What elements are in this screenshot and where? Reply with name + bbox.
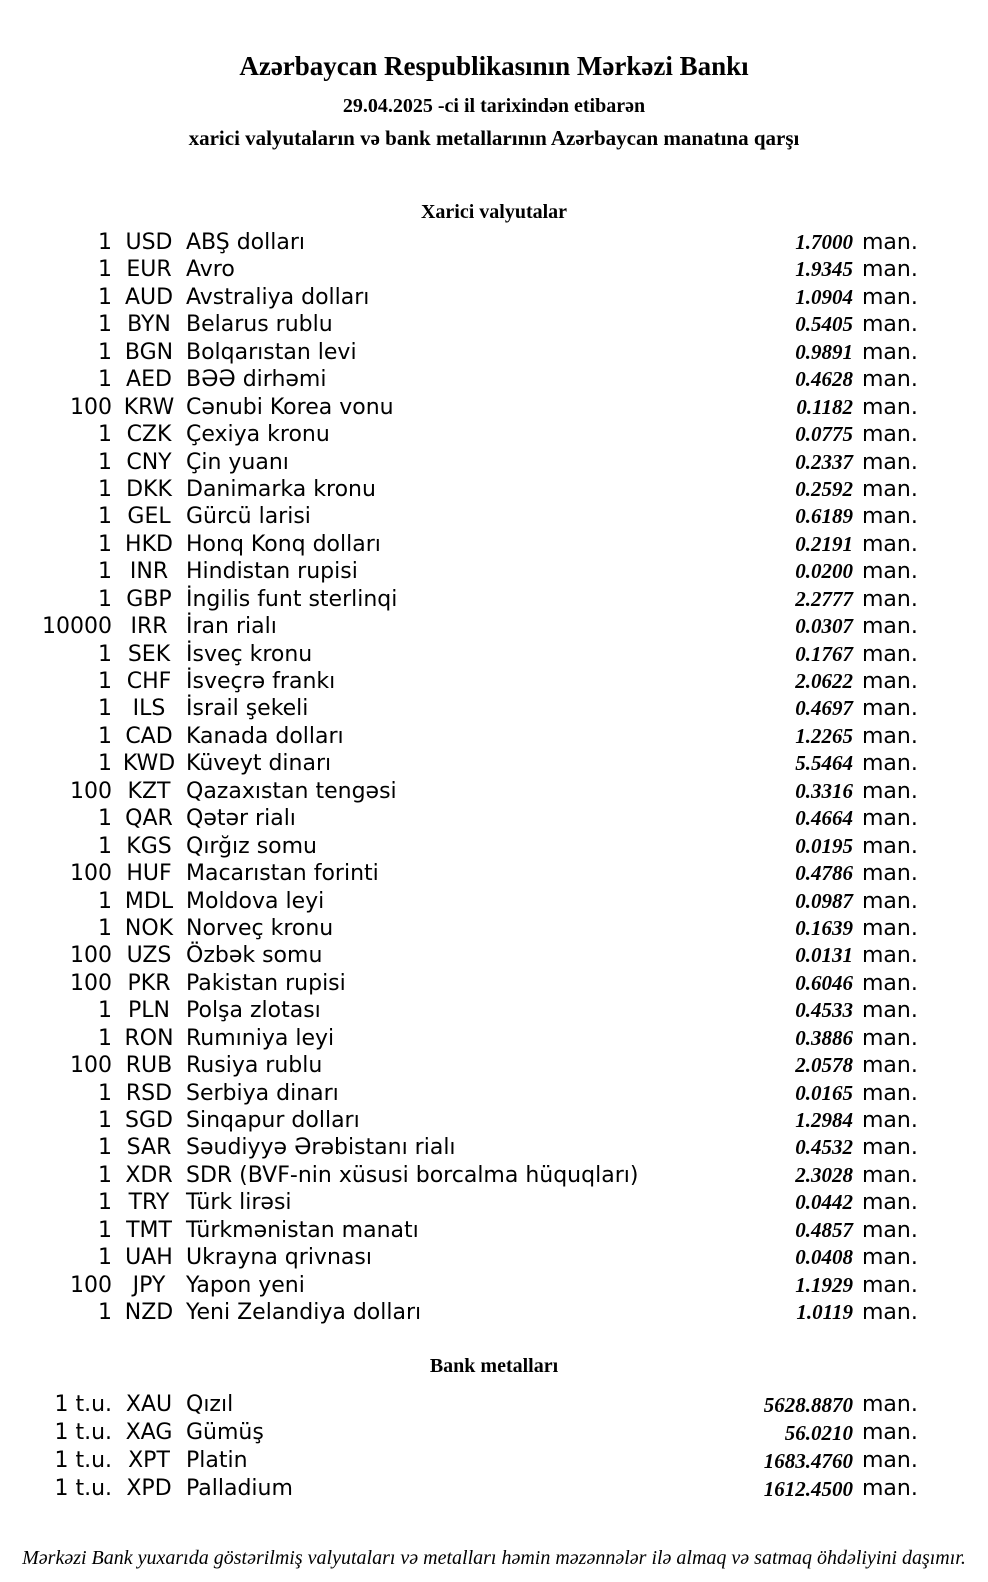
unit-label: man. bbox=[862, 751, 918, 777]
unit-label: man. bbox=[862, 367, 918, 393]
quantity-cell: 1 bbox=[98, 806, 112, 832]
footer-note: Mərkəzi Bank yuxarıda göstərilmiş valyutaları və metalları həmin məzənnələr ilə almaq və satmaq öhdəliyini daşımır. bbox=[22, 1546, 966, 1569]
quantity-cell: 1 bbox=[98, 669, 112, 694]
rate-value-cell: 1612.4500 bbox=[763, 1476, 853, 1501]
rate-row bbox=[0, 311, 920, 338]
rate-row bbox=[0, 1107, 920, 1134]
quantity-cell: 1 bbox=[98, 559, 112, 585]
currency-code-cell: PKR bbox=[127, 970, 171, 996]
unit-label: man. bbox=[862, 614, 918, 640]
quantity-cell: 1 bbox=[98, 1190, 112, 1216]
rate-value-cell: 0.1182 bbox=[796, 394, 853, 419]
rate-row bbox=[0, 1299, 920, 1326]
currency-code-cell: GBP bbox=[126, 586, 172, 612]
currency-name-cell: Belarus rublu bbox=[186, 312, 333, 338]
quantity-cell: 1 bbox=[98, 915, 112, 941]
rate-value-cell: 5.5464 bbox=[795, 751, 853, 776]
rate-row bbox=[0, 1475, 920, 1503]
metal-name-cell: Palladium bbox=[186, 1475, 293, 1501]
rate-value-cell: 0.2337 bbox=[795, 449, 853, 474]
currency-code-cell: XDR bbox=[125, 1162, 173, 1188]
unit-label: man. bbox=[862, 641, 918, 667]
currency-name-cell: Çin yuanı bbox=[186, 449, 289, 475]
currency-code-cell: NOK bbox=[124, 915, 174, 941]
currency-name-cell: Cənubi Korea vonu bbox=[186, 394, 394, 420]
currency-name-cell: Gürcü larisi bbox=[186, 504, 311, 530]
rate-row bbox=[0, 1080, 920, 1107]
currency-name-cell: Səudiyyə Ərəbistanı rialı bbox=[186, 1135, 456, 1161]
quantity-cell: 100 bbox=[70, 943, 112, 969]
unit-label: man. bbox=[862, 970, 918, 996]
rate-row bbox=[0, 805, 920, 832]
unit-label: man. bbox=[862, 559, 918, 585]
currency-code-cell: MDL bbox=[124, 888, 174, 914]
quantity-cell: 1 bbox=[98, 1135, 112, 1161]
quantity-cell: 1 bbox=[98, 586, 112, 612]
rate-value-cell: 0.3886 bbox=[795, 1025, 853, 1050]
quantity-cell: 1 bbox=[98, 531, 112, 557]
rate-value-cell: 0.0775 bbox=[795, 422, 853, 447]
rate-value-cell: 2.0578 bbox=[795, 1053, 853, 1078]
rate-row bbox=[0, 476, 920, 503]
currency-name-cell: Yeni Zelandiya dolları bbox=[186, 1300, 422, 1326]
unit-label: man. bbox=[862, 1080, 918, 1106]
rate-row bbox=[0, 1217, 920, 1244]
currency-code-cell: EUR bbox=[126, 257, 172, 283]
unit-label: man. bbox=[862, 394, 918, 420]
currency-name-cell: BƏƏ dirhəmi bbox=[186, 367, 327, 393]
unit-label: man. bbox=[862, 1025, 918, 1051]
currency-name-cell: Rusiya rublu bbox=[186, 1053, 323, 1079]
rate-value-cell: 0.6046 bbox=[795, 970, 853, 995]
currency-name-cell: Qırğız somu bbox=[186, 833, 318, 859]
rate-value-cell: 0.2592 bbox=[795, 476, 853, 501]
currency-name-cell: Moldova leyi bbox=[186, 888, 325, 914]
currency-name-cell: ABŞ dolları bbox=[186, 230, 306, 255]
quantity-cell: 10000 bbox=[42, 614, 112, 640]
unit-label: man. bbox=[862, 1300, 918, 1326]
currency-name-cell: Küveyt dinarı bbox=[186, 751, 332, 777]
rate-value-cell: 0.4533 bbox=[795, 998, 853, 1023]
rate-row bbox=[0, 695, 920, 722]
quantity-cell: 100 bbox=[70, 1272, 112, 1298]
currency-code-cell: HKD bbox=[125, 531, 173, 557]
quantity-cell: 1 t.u. bbox=[54, 1419, 112, 1445]
quantity-cell: 1 t.u. bbox=[54, 1475, 112, 1501]
rate-row bbox=[0, 449, 920, 476]
rate-value-cell: 0.0442 bbox=[795, 1190, 853, 1215]
rate-row bbox=[0, 888, 920, 915]
currency-name-cell: Sinqapur dolları bbox=[186, 1108, 360, 1133]
unit-label: man. bbox=[862, 1053, 918, 1079]
currency-code-cell: QAR bbox=[125, 806, 173, 832]
unit-label: man. bbox=[862, 1475, 918, 1501]
currency-code-cell: SEK bbox=[127, 641, 171, 667]
rate-value-cell: 0.2191 bbox=[795, 531, 853, 556]
unit-label: man. bbox=[862, 422, 918, 448]
currency-name-cell: Danimarka kronu bbox=[186, 476, 376, 502]
rate-row bbox=[0, 750, 920, 777]
rate-row bbox=[0, 531, 920, 558]
quantity-cell: 1 bbox=[98, 723, 112, 749]
quantity-cell: 1 bbox=[98, 1162, 112, 1188]
currency-name-cell: Qazaxıstan tengəsi bbox=[186, 778, 397, 804]
rate-row bbox=[0, 339, 920, 366]
currency-code-cell: HUF bbox=[126, 861, 172, 887]
unit-label: man. bbox=[862, 943, 918, 969]
rate-row bbox=[0, 1272, 920, 1299]
currency-code-cell: IRR bbox=[130, 614, 168, 640]
currency-code-cell: PLN bbox=[128, 998, 170, 1024]
currency-name-cell: Türk lirəsi bbox=[186, 1190, 292, 1216]
currency-code-cell: DKK bbox=[126, 476, 172, 502]
currency-code-cell: KWD bbox=[122, 751, 176, 777]
rate-row bbox=[0, 284, 920, 311]
quantity-cell: 1 bbox=[98, 367, 112, 393]
unit-label: man. bbox=[862, 861, 918, 887]
unit-label: man. bbox=[862, 806, 918, 832]
rate-row bbox=[0, 1244, 920, 1271]
currency-name-cell: Qətər rialı bbox=[186, 806, 296, 832]
currency-code-cell: JPY bbox=[132, 1272, 166, 1298]
rate-row bbox=[0, 256, 920, 283]
currency-code-cell: KZT bbox=[127, 778, 171, 804]
quantity-cell: 1 bbox=[98, 284, 112, 310]
quantity-cell: 100 bbox=[70, 1053, 112, 1079]
rate-value-cell: 0.1767 bbox=[795, 641, 853, 666]
metal-name-cell: Platin bbox=[186, 1447, 248, 1473]
currency-code-cell: GEL bbox=[127, 504, 171, 530]
unit-label: man. bbox=[862, 257, 918, 283]
quantity-cell: 1 bbox=[98, 422, 112, 448]
currency-name-cell: Türkmənistan manatı bbox=[186, 1217, 419, 1243]
currency-name-cell: İsveçrə frankı bbox=[186, 669, 336, 694]
rate-row bbox=[0, 1025, 920, 1052]
quantity-cell: 1 bbox=[98, 1217, 112, 1243]
rate-row bbox=[0, 503, 920, 530]
currency-name-cell: Ukrayna qrivnası bbox=[186, 1245, 372, 1271]
currency-name-cell: Serbiya dinarı bbox=[186, 1080, 339, 1106]
page-title: Azərbaycan Respublikasının Mərkəzi Bankı bbox=[239, 51, 749, 81]
rate-value-cell: 0.4697 bbox=[795, 696, 853, 721]
rate-row bbox=[0, 1447, 920, 1475]
quantity-cell: 1 bbox=[98, 1300, 112, 1326]
currency-name-cell: İsveç kronu bbox=[186, 641, 313, 667]
currency-code-cell: SGD bbox=[125, 1108, 173, 1133]
unit-label: man. bbox=[862, 230, 918, 255]
currency-code-cell: TMT bbox=[126, 1217, 172, 1243]
rate-value-cell: 0.4786 bbox=[795, 861, 853, 886]
currency-code-cell: BYN bbox=[127, 312, 171, 338]
rate-value-cell: 0.0987 bbox=[795, 888, 853, 913]
rate-row bbox=[0, 421, 920, 448]
metal-code-cell: XAG bbox=[125, 1419, 173, 1445]
rate-value-cell: 0.5405 bbox=[795, 312, 853, 337]
rate-value-cell: 5628.8870 bbox=[763, 1392, 853, 1417]
rate-value-cell: 1.9345 bbox=[795, 257, 853, 282]
rate-row bbox=[0, 833, 920, 860]
rate-value-cell: 0.1639 bbox=[795, 915, 853, 940]
currency-code-cell: KRW bbox=[123, 394, 175, 420]
metals-table bbox=[0, 1391, 920, 1503]
section-title-metals: Bank metalları bbox=[429, 1354, 559, 1377]
quantity-cell: 1 bbox=[98, 504, 112, 530]
unit-label: man. bbox=[862, 723, 918, 749]
currency-name-cell: İngilis funt sterlinqi bbox=[186, 586, 398, 612]
quantity-cell: 100 bbox=[70, 778, 112, 804]
rate-row bbox=[0, 641, 920, 668]
currency-code-cell: UZS bbox=[126, 943, 172, 969]
quantity-cell: 1 bbox=[98, 1108, 112, 1133]
unit-label: man. bbox=[862, 1419, 918, 1445]
quantity-cell: 100 bbox=[70, 394, 112, 420]
currency-code-cell: BGN bbox=[124, 339, 174, 365]
rate-row bbox=[0, 970, 920, 997]
quantity-cell: 1 bbox=[98, 230, 112, 255]
rate-row bbox=[0, 1189, 920, 1216]
rate-value-cell: 0.0200 bbox=[795, 559, 853, 584]
unit-label: man. bbox=[862, 669, 918, 694]
rate-row bbox=[0, 723, 920, 750]
currency-name-cell: Rumıniya leyi bbox=[186, 1025, 335, 1051]
rate-row bbox=[0, 1419, 920, 1447]
unit-label: man. bbox=[862, 1108, 918, 1133]
quantity-cell: 1 bbox=[98, 312, 112, 338]
rate-value-cell: 0.0195 bbox=[795, 833, 853, 858]
rate-value-cell: 0.0408 bbox=[795, 1245, 853, 1270]
rate-row bbox=[0, 942, 920, 969]
currency-code-cell: RUB bbox=[125, 1053, 173, 1079]
currencies-table bbox=[0, 229, 920, 1327]
rate-row bbox=[0, 558, 920, 585]
currency-code-cell: NZD bbox=[124, 1300, 174, 1326]
rate-value-cell: 0.0165 bbox=[795, 1080, 853, 1105]
unit-label: man. bbox=[862, 312, 918, 338]
rate-row bbox=[0, 1162, 920, 1189]
currency-code-cell: CAD bbox=[125, 723, 173, 749]
currency-name-cell: İran rialı bbox=[186, 614, 277, 640]
metal-name-cell: Gümüş bbox=[186, 1419, 264, 1445]
currency-name-cell: Macarıstan forinti bbox=[186, 861, 379, 887]
rate-value-cell: 0.0307 bbox=[795, 614, 853, 639]
unit-label: man. bbox=[862, 339, 918, 365]
quantity-cell: 1 bbox=[98, 257, 112, 283]
quantity-cell: 1 bbox=[98, 751, 112, 777]
quantity-cell: 100 bbox=[70, 970, 112, 996]
rate-row bbox=[0, 394, 920, 421]
rate-value-cell: 0.0131 bbox=[795, 943, 853, 968]
rate-value-cell: 2.3028 bbox=[795, 1162, 853, 1187]
currency-code-cell: INR bbox=[129, 559, 169, 585]
quantity-cell: 1 bbox=[98, 449, 112, 475]
rate-row bbox=[0, 366, 920, 393]
rate-value-cell: 0.3316 bbox=[795, 778, 853, 803]
rate-value-cell: 1.2984 bbox=[795, 1108, 853, 1132]
quantity-cell: 100 bbox=[70, 861, 112, 887]
unit-label: man. bbox=[862, 449, 918, 475]
metal-code-cell: XPT bbox=[128, 1447, 170, 1473]
rate-value-cell: 0.4628 bbox=[795, 367, 853, 392]
unit-label: man. bbox=[862, 1190, 918, 1216]
rate-row bbox=[0, 1134, 920, 1161]
quantity-cell: 1 t.u. bbox=[54, 1391, 112, 1417]
rate-value-cell: 1.0904 bbox=[795, 284, 853, 309]
unit-label: man. bbox=[862, 915, 918, 941]
currency-name-cell: Hindistan rupisi bbox=[186, 559, 358, 585]
quantity-cell: 1 bbox=[98, 476, 112, 502]
unit-label: man. bbox=[862, 833, 918, 859]
rate-row bbox=[0, 1391, 920, 1419]
quantity-cell: 1 bbox=[98, 833, 112, 859]
currency-code-cell: AUD bbox=[124, 284, 174, 310]
unit-label: man. bbox=[862, 531, 918, 557]
unit-label: man. bbox=[862, 1391, 918, 1417]
currency-name-cell: Avstraliya dolları bbox=[186, 284, 370, 310]
rate-value-cell: 0.9891 bbox=[795, 339, 853, 364]
currency-code-cell: AED bbox=[126, 367, 172, 393]
currency-code-cell: RSD bbox=[125, 1080, 173, 1106]
unit-label: man. bbox=[862, 1135, 918, 1161]
page-subtitle: xarici valyutaların və bank metallarının Azərbaycan manatına qarşı bbox=[188, 126, 800, 150]
currency-code-cell: CHF bbox=[126, 669, 172, 694]
currency-code-cell: RON bbox=[124, 1025, 174, 1051]
rate-row bbox=[0, 1052, 920, 1079]
unit-label: man. bbox=[862, 1217, 918, 1243]
rate-value-cell: 1683.4760 bbox=[763, 1448, 853, 1473]
currency-code-cell: CZK bbox=[126, 422, 172, 448]
rate-row bbox=[0, 229, 920, 256]
unit-label: man. bbox=[862, 1272, 918, 1298]
rate-row bbox=[0, 668, 920, 695]
currency-name-cell: Kanada dolları bbox=[186, 723, 344, 749]
rate-value-cell: 0.4664 bbox=[795, 806, 853, 831]
rate-value-cell: 0.4857 bbox=[795, 1217, 853, 1242]
unit-label: man. bbox=[862, 1447, 918, 1473]
quantity-cell: 1 bbox=[98, 696, 112, 722]
unit-label: man. bbox=[862, 476, 918, 502]
unit-label: man. bbox=[862, 998, 918, 1024]
unit-label: man. bbox=[862, 1162, 918, 1188]
currency-code-cell: UAH bbox=[125, 1245, 173, 1271]
unit-label: man. bbox=[862, 778, 918, 804]
unit-label: man. bbox=[862, 586, 918, 612]
quantity-cell: 1 bbox=[98, 1080, 112, 1106]
currency-name-cell: Honq Konq dolları bbox=[186, 531, 381, 557]
rate-value-cell: 0.4532 bbox=[795, 1135, 853, 1160]
rate-row bbox=[0, 778, 920, 805]
rate-value-cell: 2.2777 bbox=[795, 586, 853, 611]
quantity-cell: 1 bbox=[98, 888, 112, 914]
rate-row bbox=[0, 915, 920, 942]
rate-value-cell: 1.0119 bbox=[796, 1300, 853, 1325]
rate-value-cell: 1.1929 bbox=[795, 1272, 853, 1297]
unit-label: man. bbox=[862, 284, 918, 310]
metal-code-cell: XPD bbox=[126, 1475, 172, 1501]
rate-row bbox=[0, 997, 920, 1024]
section-title-currencies: Xarici valyutalar bbox=[420, 201, 568, 223]
currency-name-cell: SDR (BVF-nin xüsusi borcalma hüquqları) bbox=[186, 1162, 639, 1188]
quantity-cell: 1 bbox=[98, 998, 112, 1024]
rate-value-cell: 56.0210 bbox=[784, 1420, 853, 1445]
currency-name-cell: Özbək somu bbox=[186, 943, 323, 969]
quantity-cell: 1 bbox=[98, 339, 112, 365]
currency-code-cell: KGS bbox=[126, 833, 172, 859]
quantity-cell: 1 t.u. bbox=[54, 1447, 112, 1473]
rate-row bbox=[0, 860, 920, 887]
rate-value-cell: 1.7000 bbox=[795, 230, 853, 254]
currency-code-cell: SAR bbox=[126, 1135, 172, 1161]
metal-code-cell: XAU bbox=[125, 1391, 173, 1417]
currency-name-cell: Norveç kronu bbox=[186, 915, 334, 941]
currency-code-cell: CNY bbox=[126, 449, 172, 475]
rate-row bbox=[0, 586, 920, 613]
currency-name-cell: İsrail şekeli bbox=[186, 696, 309, 722]
page-header bbox=[0, 0, 988, 151]
currency-name-cell: Bolqarıstan levi bbox=[186, 339, 357, 365]
currency-code-cell: ILS bbox=[132, 696, 166, 722]
currency-name-cell: Avro bbox=[186, 257, 235, 283]
unit-label: man. bbox=[862, 696, 918, 722]
quantity-cell: 1 bbox=[98, 1245, 112, 1271]
rate-value-cell: 1.2265 bbox=[795, 723, 853, 748]
metal-name-cell: Qızıl bbox=[186, 1391, 234, 1417]
unit-label: man. bbox=[862, 1245, 918, 1271]
currency-name-cell: Polşa zlotası bbox=[186, 998, 321, 1024]
currency-name-cell: Yapon yeni bbox=[186, 1272, 305, 1298]
currency-code-cell: TRY bbox=[128, 1190, 170, 1216]
effective-date-line: 29.04.2025 -ci il tarixindən etibarən bbox=[342, 95, 646, 117]
currency-name-cell: Çexiya kronu bbox=[186, 422, 330, 448]
unit-label: man. bbox=[862, 888, 918, 914]
quantity-cell: 1 bbox=[98, 641, 112, 667]
rate-value-cell: 2.0622 bbox=[795, 669, 853, 693]
rate-row bbox=[0, 613, 920, 640]
quantity-cell: 1 bbox=[98, 1025, 112, 1051]
rate-value-cell: 0.6189 bbox=[795, 504, 853, 529]
currency-code-cell: USD bbox=[125, 230, 173, 255]
currency-name-cell: Pakistan rupisi bbox=[186, 970, 346, 996]
unit-label: man. bbox=[862, 504, 918, 530]
